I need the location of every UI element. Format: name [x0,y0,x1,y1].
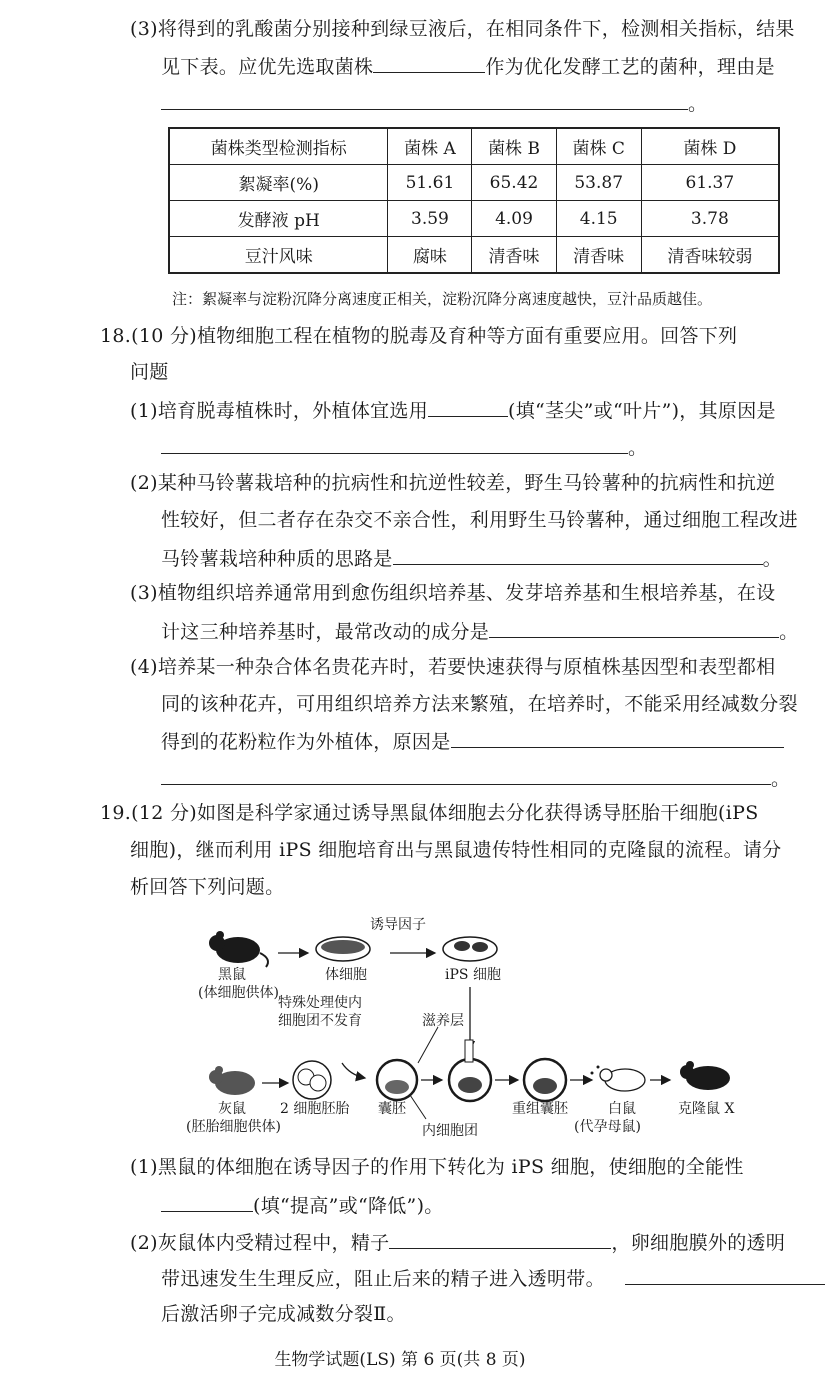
q19-p2-line2: 带迅速发生生理反应，阻止后来的精子进入透明带。 [161,1264,825,1292]
somatic-cell-label: 体细胞 [325,967,367,983]
recombinant-blastocyst-label: 重组囊胚 [512,1101,568,1117]
q17-3-text-a: 见下表。应优先选取菌株 [161,56,374,78]
table-cell: 发酵液 pH [169,201,388,237]
black-mouse-sublabel: (体细胞供体) [198,985,279,1001]
table-cell: 51.61 [388,165,472,201]
q17-3-line2 [161,52,775,80]
table-row [169,201,779,237]
table-cell: 絮凝率(%) [169,165,388,201]
table-cell: 3.78 [641,201,779,237]
table-header-row [169,128,779,165]
answer-blank-reason[interactable] [161,89,688,110]
clone-mouse-icon [680,1061,730,1090]
q18-p4-line2: 同的该种花卉，可用组织培养方法来繁殖，在培养时，不能采用经减数分裂 [161,693,798,715]
white-mouse-icon [591,1066,646,1092]
q19-title-line1: 19.(12 分)如图是科学家通过诱导黑鼠体细胞去分化获得诱导胚胎干细胞(iPS [100,802,759,824]
inner-cell-mass-label: 内细胞团 [422,1123,478,1139]
table-header-cell: 菌株 A [388,128,472,165]
clone-mouse-label: 克隆鼠 X [678,1101,735,1117]
white-mouse-label: 白鼠 [608,1101,636,1117]
q18-title-line1: 18.(10 分)植物细胞工程在植物的脱毒及育种等方面有重要应用。回答下列 [100,325,738,347]
ips-flow-diagram [186,915,760,1140]
gray-mouse-sublabel: (胚胎细胞供体) [186,1119,281,1135]
answer-blank-zona[interactable] [625,1264,825,1285]
special-treatment-label-2: 细胞团不发育 [278,1013,362,1029]
table-cell: 61.37 [641,165,779,201]
answer-blank-pollen-reason-2[interactable] [161,764,771,785]
q18-title-line2: 问题 [130,361,169,383]
table-cell: 4.09 [472,201,556,237]
answer-blank-explant-reason[interactable] [161,433,628,454]
table-row [169,165,779,201]
table-cell: 65.42 [472,165,556,201]
answer-blank-strain[interactable] [373,52,485,73]
ips-cell-dish-icon [443,937,497,961]
ips-cell-label: iPS 细胞 [445,967,501,983]
answer-blank-component[interactable] [489,617,779,638]
q18-p4-line4: 。 [161,764,790,792]
q18-p2-line1: (2)某种马铃薯栽培种的抗病性和抗逆性较差，野生马铃薯种的抗病性和抗逆 [130,472,776,494]
q17-3-text-b: 作为优化发酵工艺的菌种，理由是 [485,56,775,78]
q19-title-line2: 细胞)，继而利用 iPS 细胞培育出与黑鼠遗传特性相同的克隆鼠的流程。请分 [130,839,782,861]
white-mouse-sublabel: (代孕母鼠) [574,1119,641,1135]
table-row [169,237,779,274]
q18-p3-line2: 计这三种培养基时，最常改动的成分是 。 [161,617,798,645]
injected-blastocyst-icon [449,1040,491,1101]
q19-p1-line1: (1)黑鼠的体细胞在诱导因子的作用下转化为 iPS 细胞，使细胞的全能性 [130,1156,744,1178]
answer-blank-explant[interactable] [428,396,508,417]
table-cell: 清香味 [472,237,556,274]
q19-p1-line2: (填“提高”或“降低”)。 [161,1191,444,1219]
answer-blank-pollen-reason[interactable] [451,727,784,748]
table-cell: 清香味较弱 [641,237,779,274]
table-cell: 清香味 [556,237,641,274]
q17-3-line1: (3)将得到的乳酸菌分别接种到绿豆液后，在相同条件下，检测相关指标，结果 [130,18,795,40]
blastocyst-icon [377,1060,417,1100]
table-cell: 53.87 [556,165,641,201]
q18-p2-line2: 性较好，但二者存在杂交不亲合性，利用野生马铃薯种，通过细胞工程改进 [161,509,798,531]
strain-table [168,127,780,274]
page-footer: 生物学试题(LS) 第 6 页(共 8 页) [274,1350,526,1370]
table-cell: 腐味 [388,237,472,274]
gray-mouse-label: 灰鼠 [218,1101,246,1117]
answer-blank-approach[interactable] [393,544,763,565]
answer-blank-totipotency[interactable] [161,1191,253,1212]
recombinant-blastocyst-icon [524,1059,566,1101]
q18-p1-line1: (1)培育脱毒植株时，外植体宜选用 (填“茎尖”或“叶片”)，其原因是 [130,396,776,424]
table-cell: 4.15 [556,201,641,237]
table-header-cell: 菌株 D [641,128,779,165]
q18-p4-line1: (4)培养某一种杂合体名贵花卉时，若要快速获得与原植株基因型和表型都相 [130,656,776,678]
q19-p2-line1: (2)灰鼠体内受精过程中，精子 ，卵细胞膜外的透明 [130,1228,785,1256]
q18-p4-line3: 得到的花粉粒作为外植体，原因是 [161,727,784,755]
blastocyst-label: 囊胚 [378,1101,406,1117]
black-mouse-label: 黑鼠 [218,967,246,983]
table-header-cell: 菌株 C [556,128,641,165]
black-mouse-icon [209,931,268,967]
gray-mouse-icon [209,1066,255,1095]
table-note: 注：絮凝率与淀粉沉降分离速度正相关，淀粉沉降分离速度越快，豆汁品质越佳。 [172,290,713,308]
table-header-cell: 菌株 B [472,128,556,165]
table-header-cell: 菌株类型检测指标 [169,128,388,165]
somatic-cell-dish-icon [316,937,370,961]
q18-p1-line2: 。 [161,433,647,461]
q19-title-line3: 析回答下列问题。 [130,876,285,898]
two-cell-embryo-icon [293,1061,331,1099]
q19-p2-line3: 后激活卵子完成减数分裂Ⅱ。 [161,1303,406,1325]
table-cell: 豆汁风味 [169,237,388,274]
two-cell-label: 2 细胞胚胎 [280,1101,350,1117]
q17-3-line3: 。 [161,89,707,117]
table-cell: 3.59 [388,201,472,237]
q18-p2-line3: 马铃薯栽培种种质的思路是 。 [161,544,782,572]
q18-p3-line1: (3)植物组织培养通常用到愈伤组织培养基、发芽培养基和生根培养基，在设 [130,582,776,604]
answer-blank-sperm[interactable] [389,1228,611,1249]
special-treatment-label-1: 特殊处理使内 [278,995,362,1011]
inducer-label: 诱导因子 [370,917,426,933]
trophoblast-label: 滋养层 [422,1013,464,1029]
